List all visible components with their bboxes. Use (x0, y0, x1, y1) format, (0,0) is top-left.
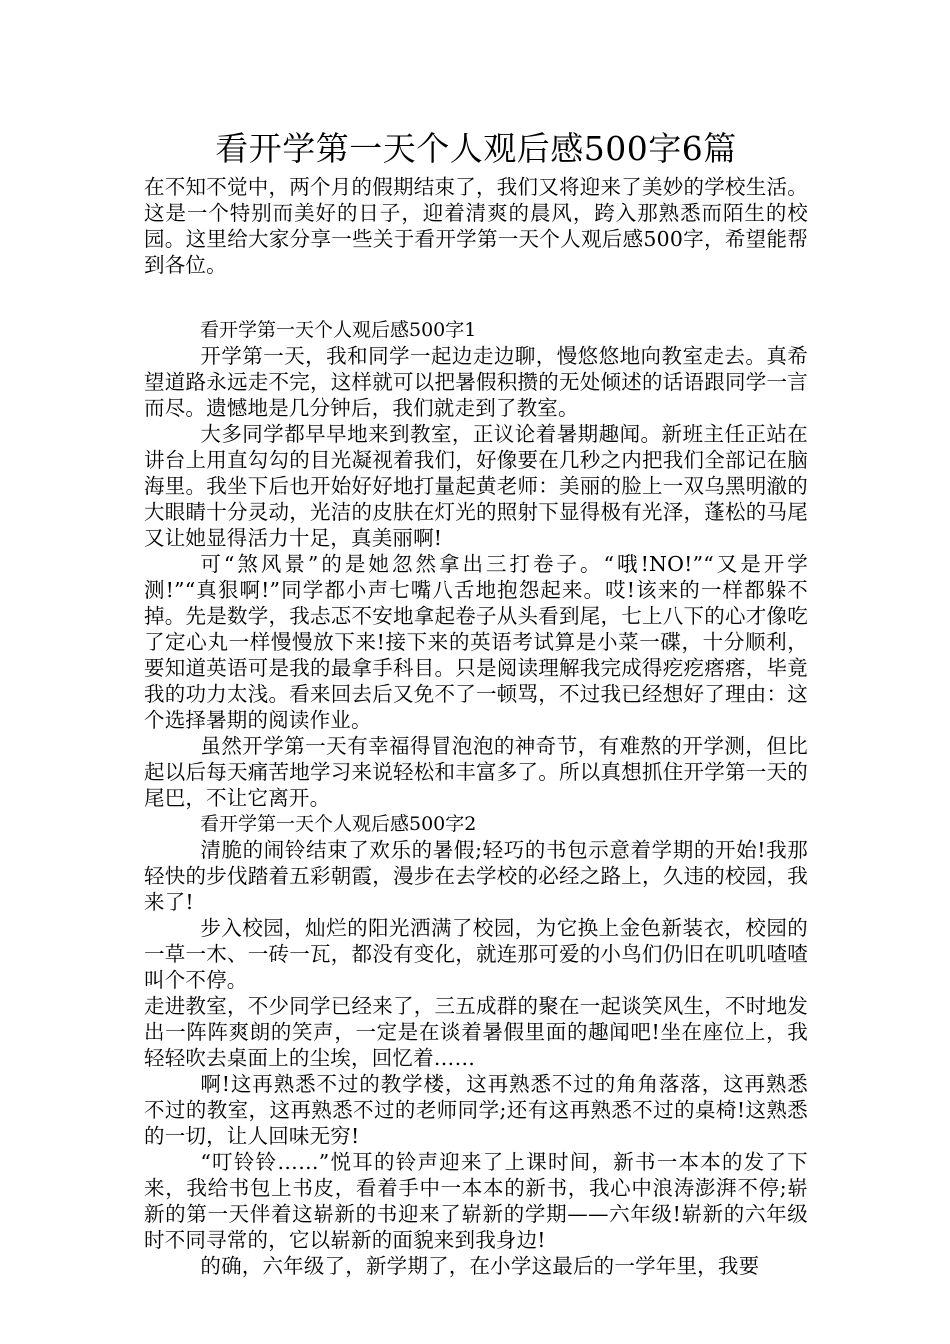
body-paragraph: 走进教室，不少同学已经来了，三五成群的聚在一起谈笑风生，不时地发出一阵阵爽朗的笑声，一定是在谈着暑假里面的趣闻吧!坐在座位上，我轻轻吹去桌面上的尘埃，回忆着…… (144, 994, 808, 1070)
section-heading: 看开学第一天个人观后感500字1 (200, 319, 477, 341)
body-paragraph: 虽然开学第一天有幸福得冒泡泡的神奇节，有难熬的开学测，但比起以后每天痛苦地学习来说轻松和丰富多了。所以真想抓住开学第一天的尾巴，不让它离开。 (144, 734, 808, 810)
body-paragraph: “叮铃铃……”悦耳的铃声迎来了上课时间，新书一本本的发了下来，我给书包上书皮，看着手中一本本的新书，我心中浪涛澎湃不停;崭新的第一天伴着这崭新的书迎来了崭新的学期——六年级!崭新的六年级时不同寻常的，它以崭新的面貌来到我身边! (144, 1150, 808, 1252)
intro-paragraph: 在不知不觉中，两个月的假期结束了，我们又将迎来了美妙的学校生活。这是一个特别而美好的日子，迎着清爽的晨风，跨入那熟悉而陌生的校园。这里给大家分享一些关于看开学第一天个人观后感500字，希望能帮到各位。 (144, 175, 808, 277)
body-paragraph: 清脆的闹铃结束了欢乐的暑假;轻巧的书包示意着学期的开始!我那轻快的步伐踏着五彩朝霞，漫步在去学校的必经之路上，久违的校园，我来了! (144, 838, 808, 914)
body-paragraph: 的确，六年级了，新学期了，在小学这最后的一学年里，我要 (200, 1254, 760, 1278)
body-paragraph: 大多同学都早早地来到教室，正议论着暑期趣闻。新班主任正站在讲台上用直勾勾的目光凝视着我们，好像要在几秒之内把我们全部记在脑海里。我坐下后也开始好好地打量起黄老师：美丽的脸上一双乌黑明澈的大眼睛十分灵动，光洁的皮肤在灯光的照射下显得极有光泽，蓬松的马尾又让她显得活力十足，真美丽啊! (144, 422, 808, 550)
essay-section-2 (144, 811, 808, 1279)
essay-section-1 (144, 317, 808, 811)
paragraph-gap (144, 278, 808, 317)
body-paragraph: 啊!这再熟悉不过的教学楼，这再熟悉不过的角角落落，这再熟悉不过的教室，这再熟悉不过的老师同学;还有这再熟悉不过的桌椅!这熟悉的一切，让人回味无穷! (144, 1072, 808, 1148)
body-paragraph: 开学第一天，我和同学一起边走边聊，慢悠悠地向教室走去。真希望道路永远走不完，这样就可以把暑假积攒的无处倾述的话语跟同学一言而尽。遗憾地是几分钟后，我们就走到了教室。 (144, 344, 808, 420)
section-heading: 看开学第一天个人观后感500字2 (200, 813, 477, 835)
body-paragraph: 可“煞风景”的是她忽然拿出三打卷子。“哦!NO!”“又是开学测!”“真狠啊!”同学都小声七嘴八舌地抱怨起来。哎!该来的一样都躲不掉。先是数学，我忐忑不安地拿起卷子从头看到尾，七上八下的心才像吃了定心丸一样慢慢放下来!接下来的英语考试算是小菜一碟，十分顺利，要知道英语可是我的最拿手科目。只是阅读理解我完成得疙疙瘩瘩，毕竟我的功力太浅。看来回去后又免不了一顿骂，不过我已经想好了理由：这个选择暑期的阅读作业。 (144, 552, 808, 732)
document-title: 看开学第一天个人观后感500字6篇 (215, 129, 737, 168)
document-page (144, 124, 808, 1279)
body-paragraph: 步入校园，灿烂的阳光洒满了校园，为它换上金色新装衣，校园的一草一木、一砖一瓦，都没有变化，就连那可爱的小鸟们仍旧在叽叽喳喳叫个不停。 (144, 916, 808, 992)
